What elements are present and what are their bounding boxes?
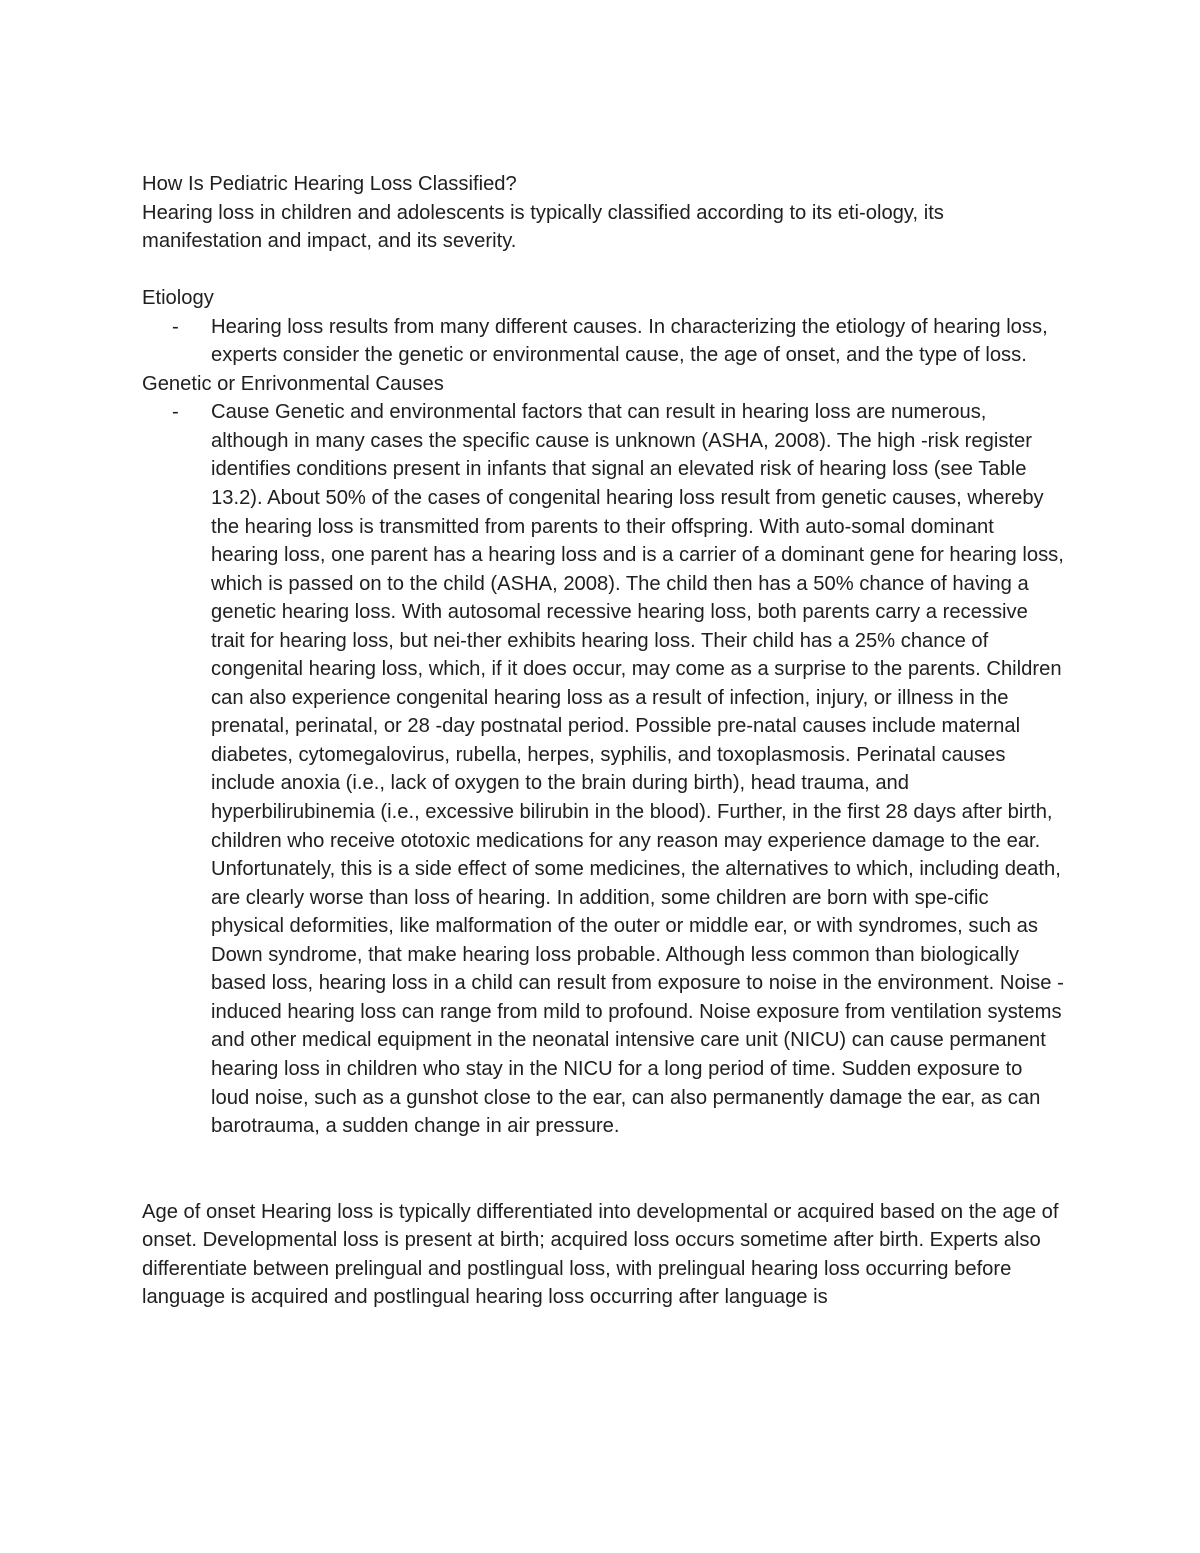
- bullet-dash: -: [172, 315, 179, 338]
- bullet-dash: -: [172, 401, 179, 424]
- age-of-onset-paragraph: Age of onset Hearing loss is typically differentiated into developmental or acquired based on the age of onset. Developmental loss is present at birth; acquired loss occurs sometime after birth. Experts also differentiate between prelingual and postlingual loss, with prelingual hearing loss occurring before language is acquired and postlingual hearing loss occurring after language is: [142, 1200, 1059, 1309]
- blank-line: [142, 256, 1064, 285]
- causes-bullet-text: Cause Genetic and environmental factors that can result in hearing loss are numerous, although in many cases the specific cause is unknown (ASHA, 2008). The high -risk register identifies conditions present in infants that signal an elevated risk of hearing loss (see Table 13.2). About 50% of the cases of congenital hearing loss result from genetic causes, whereby the hearing loss is transmitted from parents to their offspring. With auto-somal dominant hearing loss, one parent has a hearing loss and is a carrier of a dominant gene for hearing loss, which is passed on to the child (ASHA, 2008). The child then has a 50% chance of having a genetic hearing loss. With autosomal recessive hearing loss, both parents carry a recessive trait for hearing loss, but nei-ther exhibits hearing loss. Their child has a 25% chance of congenital hearing loss, which, if it does occur, may come as a surprise to the parents. Children can also experience congenital hearing loss as a result of infection, injury, or illness in the prenatal, perinatal, or 28 -day postnatal period. Possible pre-natal causes include maternal diabetes, cytomegalovirus, rubella, herpes, syphilis, and toxoplasmosis. Perinatal causes include anoxia (i.e., lack of oxygen to the brain during birth), head trauma, and hyperbilirubinemia (i.e., excessive bilirubin in the blood). Further, in the first 28 days after birth, children who receive ototoxic medications for any reason may experience damage to the ear. Unfortunately, this is a side effect of some medicines, the alternatives to which, including death, are clearly worse than loss of hearing. In addition, some children are born with spe-cific physical deformities, like malformation of the outer or middle ear, or with syndromes, such as Down syndrome, that make hearing loss probable. Although less common than biologically based loss, hearing loss in a child can result from exposure to noise in the environment. Noise -induced hearing loss can range from mild to profound. Noise exposure from ventilation systems and other medical equipment in the neonatal intensive care unit (NICU) can cause permanent hearing loss in children who stay in the NICU for a long period of time. Sudden exposure to loud noise, such as a gunshot close to the ear, can also permanently damage the ear, as can barotrauma, a sudden change in air pressure.: [211, 401, 1064, 1138]
- causes-list-item: [142, 398, 1064, 1140]
- document-title: How Is Pediatric Hearing Loss Classified?: [142, 173, 517, 195]
- etiology-heading: Etiology: [142, 287, 214, 310]
- causes-heading: Genetic or Enrivonmental Causes: [142, 372, 444, 395]
- etiology-bullet-text: Hearing loss results from many different causes. In characterizing the etiology of hearing loss, experts consider the genetic or environmental cause, the age of onset, and the type of loss.: [211, 315, 1048, 367]
- etiology-list-item: [142, 313, 1064, 370]
- document-body: [142, 170, 1064, 1312]
- intro-paragraph: Hearing loss in children and adolescents is typically classified according to its eti-ology, its manifestation and impact, and its severity.: [142, 201, 944, 253]
- blank-lines: [142, 1141, 1064, 1198]
